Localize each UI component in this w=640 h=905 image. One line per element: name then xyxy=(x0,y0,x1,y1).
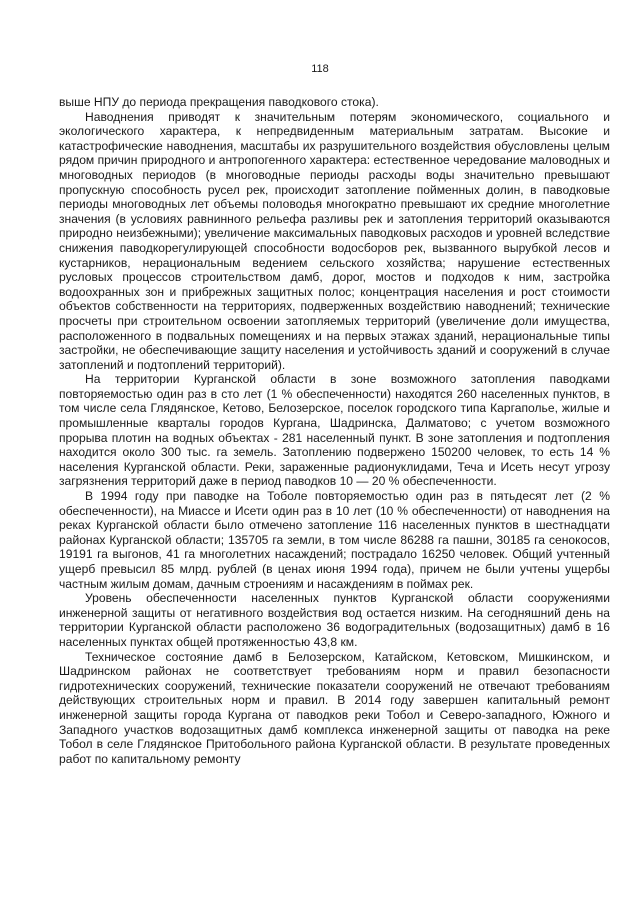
page-number: 118 xyxy=(311,63,329,75)
body-text xyxy=(59,95,610,766)
paragraph-kurgan-flood-zone: На территории Курганской области в зоне возможного затопления паводками повторяемостью один раз в сто лет (1 % обеспеченности) находятся 260 населенных пунктов, в том числе села Глядянское, Кетово, Белозерское, поселок городского типа Каргаполье, жилые и промышленные кварталы городов Кургана, Шадринска, Далматово; с учетом возможного прорыва плотин на водных объектах - 281 населенный пункт. В зоне затопления и подтопления находится около 300 тыс. га земель. Затоплению подвержено 150200 человек, то есть 14 % населения Курганской области. Реки, зараженные радионуклидами, Теча и Исеть несут угрозу загрязнения территорий даже в период паводков 10 — 20 % обеспеченности. xyxy=(59,372,610,489)
paragraph-continuation: выше НПУ до периода прекращения паводкового стока). xyxy=(59,95,379,109)
paragraph-1994-flood: В 1994 году при паводке на Тоболе повторяемостью один раз в пятьдесят лет (2 % обеспеченности), на Миассе и Исети один раз в 10 лет (10 % обеспеченности) от наводнения на реках Курганской области было отмечено затопление 116 населенных пунктов в шестнадцати районах Курганской области; 135705 га земли, в том числе 86288 га пашни, 30185 га сенокосов, 19191 га выгонов, 41 га многолетних насаждений; пострадало 16250 человек. Общий учтенный ущерб превысил 85 млрд. рублей (в ценах июня 1994 года), причем не были учтены ущербы частным жилым домам, дачным строениям и насаждениям в поймах рек. xyxy=(59,489,610,591)
paragraph-dam-condition: Техническое состояние дамб в Белозерском, Катайском, Кетовском, Мишкинском, и Шадринском районах не соответствует требованиям норм и правил безопасности гидротехнических сооружений, технические показатели сооружений не отвечают требованиям действующих строительных норм и правил. В 2014 году завершен капитальный ремонт инженерной защиты города Кургана от паводков реки Тобол и Северо-западного, Южного и Западного участков водозащитных дамб комплекса инженерной защиты от паводка на реке Тобол в селе Глядянское Притобольного района Курганской области. В результате проведенных работ по капитальному ремонту xyxy=(59,649,610,766)
paragraph-protection-level: Уровень обеспеченности населенных пунктов Курганской области сооружениями инженерной защиты от негативного воздействия вод остается низким. На сегодняшний день на территории Курганской области расположено 36 водоградительных (водозащитных) дамб в 16 населенных пунктах общей протяженностью 43,8 км. xyxy=(59,591,610,649)
paragraph-flood-causes: Наводнения приводят к значительным потерям экономического, социального и экологического характера, к непредвиденным материальным затратам. Высокие и катастрофические наводнения, масштабы их разрушительного воздействия обусловлены целым рядом причин природного и антропогенного характера: естественное чередование маловодных и многоводных периодов (в многоводные периоды расходы воды значительно превышают пропускную способность русел рек, происходит затопление пойменных долин, в паводковые периоды многоводных лет объемы половодья многократно превышают их средние многолетние значения (в условиях равнинного рельефа разливы рек и затопления территорий оказываются природно неизбежными); увеличение максимальных паводковых расходов и уровней вследствие снижения паводкорегулирующей способности водосборов рек, вызванного вырубкой лесов и кустарников, нерациональным ведением сельского хозяйства; нарушение естественных русловых процессов строительством дамб, дорог, мостов и подходов к ним, застройка водоохранных зон и прибрежных защитных полос; концентрация населения и рост стоимости объектов собственности на территориях, подверженных воздействию наводнений; технические просчеты при строительном освоении затопляемых территорий (увеличение доли имущества, расположенного в подвальных помещениях и на первых этажах зданий, нерациональные типы застройки, не обеспечивающие защиту населения и устойчивость зданий и сооружений в случае затоплений и подтоплений территорий). xyxy=(59,109,610,372)
